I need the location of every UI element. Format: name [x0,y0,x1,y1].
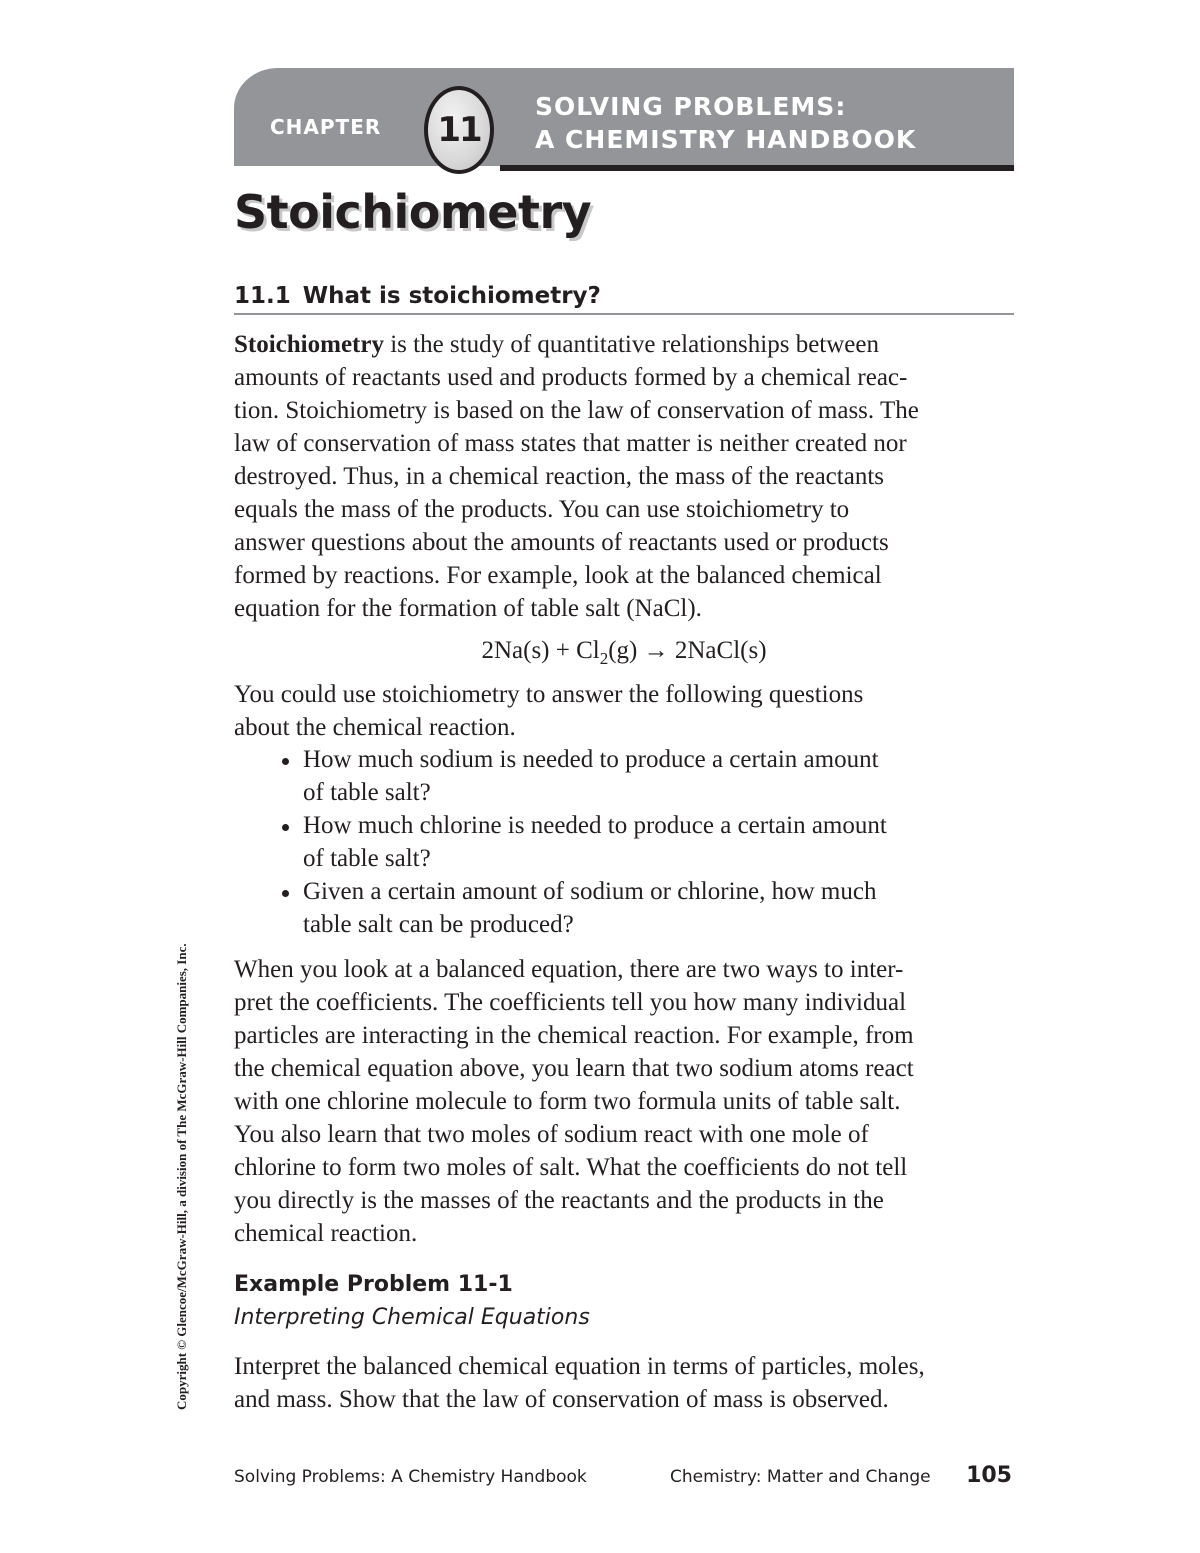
book-title-line-2: A CHEMISTRY HANDBOOK [535,125,917,154]
intro-line: destroyed. Thus, in a chemical reaction, the mass of the reactants [234,463,884,490]
section-title: What is stoichiometry? [302,283,601,309]
example-prompt: Interpret the balanced chemical equation in terms of particles, moles, and mass. Show that the law of conservation of mass is observed. [234,1353,925,1413]
intro-line: equation for the formation of table salt (NaCl). [234,595,702,622]
intro-line: Stoichiometry is the study of quantitative relationships between [234,331,880,358]
list-item: How much chlorine is needed to produce a certain amount of table salt? [280,809,1000,875]
list-item: Given a certain amount of sodium or chlorine, how much table salt can be produced? [280,875,1000,941]
intro-line: formed by reactions. For example, look at the balanced chemical [234,562,882,589]
book-title-line-1: SOLVING PROBLEMS: [535,92,847,121]
page-footer [234,1465,1014,1495]
intro-line: law of conservation of mass states that matter is neither created nor [234,430,907,457]
chemical-equation: $2Na(s) + Cl_2(g)$ → 2NaCl(s) [481,637,767,668]
intro-line: tion. Stoichiometry is based on the law of conservation of mass. The [234,397,919,424]
intro-line: equals the mass of the products. You can use stoichiometry to [234,496,850,523]
intro-line: amounts of reactants used and products formed by a chemical reac- [234,364,908,391]
intro-paragraph [234,328,1014,625]
key-term: Stoichiometry [234,331,384,358]
example-heading: Example Problem 11-1 [234,1272,513,1297]
interpretation-paragraph: When you look at a balanced equation, there are two ways to inter- pret the coefficients. The coefficients tell you how many individual particles are interacting in the chemical reaction. For example, from the chemical equation above, you learn that two sodium atoms react with one chlorine molecule to form two formula units of table salt. You also learn that two moles of sodium react with one mole of chlorine to form two moles of salt. What the coefficients do not tell you directly is the masses of the reactants and the products in the chemical reaction. [234,956,914,1247]
footer-book-title: Solving Problems: A Chemistry Handbook [234,1467,587,1487]
chapter-header-rule [500,165,1014,171]
page-title: Stoichiometry [234,185,592,239]
chapter-number-badge [424,86,494,174]
page-number: 105 [966,1463,1012,1488]
book-title [535,90,916,156]
example-subtitle: Interpreting Chemical Equations [234,1305,590,1330]
section-number: 11.1 [234,283,291,309]
footer-series-title: Chemistry: Matter and Change [670,1467,931,1487]
list-item: How much sodium is needed to produce a certain amount of table salt? [280,743,1000,809]
section-heading [234,283,1014,315]
question-list [280,743,1000,941]
questions-intro: You could use stoichiometry to answer the following questions about the chemical reaction. [234,681,864,741]
copyright-notice: Copyright © Glencoe/McGraw-Hill, a division of The McGraw-Hill Companies, Inc. [174,943,189,1410]
chapter-number: 11 [437,110,481,150]
intro-line: answer questions about the amounts of reactants used or products [234,529,889,556]
subscript: 2 [599,649,609,668]
chapter-label: CHAPTER [270,115,382,139]
